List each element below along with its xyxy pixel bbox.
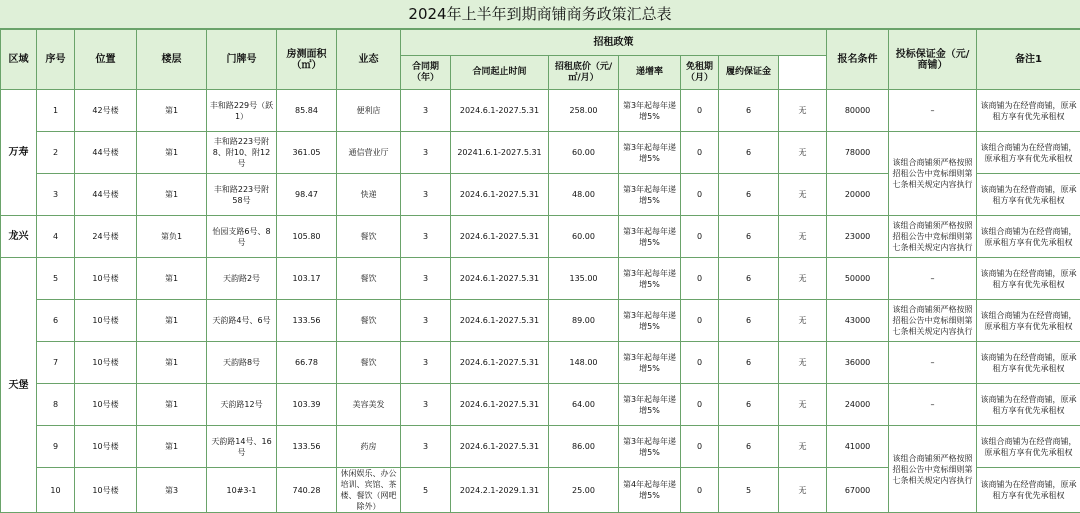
table-row: [1, 342, 1080, 384]
header-address: 门牌号: [207, 30, 277, 90]
increase-cell: 第4年起每年递增5%: [619, 468, 681, 513]
header-price: 招租底价（元/㎡/月）: [549, 56, 619, 90]
address-cell: 天韵路12号: [207, 384, 277, 426]
size-cell: 103.17: [277, 258, 337, 300]
header-size: 房测面积（㎡）: [277, 30, 337, 90]
header-remark1: 备注1: [977, 30, 1080, 90]
increase-cell: 第3年起每年递增5%: [619, 384, 681, 426]
increase-cell: 第3年起每年递增5%: [619, 90, 681, 132]
table-row: [1, 300, 1080, 342]
floor-cell: 第1: [137, 384, 207, 426]
size-cell: 66.78: [277, 342, 337, 384]
location-cell: 10号楼: [75, 342, 137, 384]
floor-cell: 第1: [137, 426, 207, 468]
floor-cell: 第1: [137, 132, 207, 174]
bid-cell: 67000: [827, 468, 889, 513]
price-cell: 89.00: [549, 300, 619, 342]
increase-cell: 第3年起每年递增5%: [619, 216, 681, 258]
period-cell: 2024.6.1-2027.5.31: [451, 384, 549, 426]
business-cell: 便利店: [337, 90, 401, 132]
policy-table: [0, 29, 1080, 513]
term-cell: 3: [401, 216, 451, 258]
bid-cell: 78000: [827, 132, 889, 174]
deposit-cell: 6: [719, 174, 779, 216]
free-cell: 0: [681, 132, 719, 174]
size-cell: 740.28: [277, 468, 337, 513]
size-cell: 98.47: [277, 174, 337, 216]
header-area: 区域: [1, 30, 37, 90]
location-cell: 10号楼: [75, 300, 137, 342]
location-cell: 10号楼: [75, 384, 137, 426]
price-cell: 48.00: [549, 174, 619, 216]
location-cell: 42号楼: [75, 90, 137, 132]
remark2-cell: 该组合商铺为在经营商铺，原承租方享有优先承租权: [977, 132, 1080, 174]
deposit-cell: 6: [719, 342, 779, 384]
floor-cell: 第1: [137, 174, 207, 216]
size-cell: 85.84: [277, 90, 337, 132]
signup-cell: 无: [779, 216, 827, 258]
seq-cell: 4: [37, 216, 75, 258]
address-cell: 丰和路223号附8、附10、附12号: [207, 132, 277, 174]
bid-cell: 50000: [827, 258, 889, 300]
table-row: [1, 384, 1080, 426]
seq-cell: 3: [37, 174, 75, 216]
business-cell: 通信营业厅: [337, 132, 401, 174]
remark2-cell: 该组合商铺为在经营商铺，原承租方享有优先承租权: [977, 216, 1080, 258]
period-cell: 2024.2.1-2029.1.31: [451, 468, 549, 513]
deposit-cell: 6: [719, 132, 779, 174]
floor-cell: 第1: [137, 258, 207, 300]
free-cell: 0: [681, 258, 719, 300]
location-cell: 10号楼: [75, 258, 137, 300]
free-cell: 0: [681, 90, 719, 132]
business-cell: 休闲娱乐、办公培训、宾馆、茶楼、餐饮（网吧除外）: [337, 468, 401, 513]
table-row: [1, 132, 1080, 174]
deposit-cell: 5: [719, 468, 779, 513]
remark2-cell: 该组合商铺为在经营商铺，原承租方享有优先承租权: [977, 426, 1080, 468]
table-row: [1, 90, 1080, 132]
increase-cell: 第3年起每年递增5%: [619, 132, 681, 174]
size-cell: 105.80: [277, 216, 337, 258]
address-cell: 天韵路14号、16号: [207, 426, 277, 468]
seq-cell: 7: [37, 342, 75, 384]
business-cell: 药房: [337, 426, 401, 468]
business-cell: 餐饮: [337, 342, 401, 384]
increase-cell: 第3年起每年递增5%: [619, 300, 681, 342]
remark1-cell: 该组合商铺须严格按照招租公告中竞标细则第七条相关规定内容执行: [889, 426, 977, 513]
signup-cell: 无: [779, 258, 827, 300]
table-row: [1, 216, 1080, 258]
size-cell: 361.05: [277, 132, 337, 174]
signup-cell: 无: [779, 132, 827, 174]
term-cell: 3: [401, 90, 451, 132]
address-cell: 天韵路8号: [207, 342, 277, 384]
location-cell: 44号楼: [75, 132, 137, 174]
address-cell: 丰和路229号（跃1）: [207, 90, 277, 132]
seq-cell: 5: [37, 258, 75, 300]
remark1-cell: –: [889, 342, 977, 384]
floor-cell: 第3: [137, 468, 207, 513]
deposit-cell: 6: [719, 258, 779, 300]
header-increase: 递增率: [619, 56, 681, 90]
header-term: 合同期（年）: [401, 56, 451, 90]
seq-cell: 6: [37, 300, 75, 342]
price-cell: 60.00: [549, 132, 619, 174]
remark1-cell: 该组合商铺须严格按照招租公告中竞标细则第七条相关规定内容执行: [889, 300, 977, 342]
location-cell: 10号楼: [75, 426, 137, 468]
price-cell: 258.00: [549, 90, 619, 132]
period-cell: 2024.6.1-2027.5.31: [451, 216, 549, 258]
increase-cell: 第3年起每年递增5%: [619, 342, 681, 384]
signup-cell: 无: [779, 342, 827, 384]
address-cell: 天韵路4号、6号: [207, 300, 277, 342]
deposit-cell: 6: [719, 300, 779, 342]
free-cell: 0: [681, 174, 719, 216]
area-cell: 万寿: [1, 90, 37, 216]
signup-cell: 无: [779, 384, 827, 426]
address-cell: 怡园支路6号、8号: [207, 216, 277, 258]
bid-cell: 24000: [827, 384, 889, 426]
increase-cell: 第3年起每年递增5%: [619, 426, 681, 468]
period-cell: 2024.6.1-2027.5.31: [451, 258, 549, 300]
price-cell: 86.00: [549, 426, 619, 468]
header-seq: 序号: [37, 30, 75, 90]
address-cell: 10#3-1: [207, 468, 277, 513]
term-cell: 3: [401, 384, 451, 426]
area-cell: 龙兴: [1, 216, 37, 258]
price-cell: 64.00: [549, 384, 619, 426]
increase-cell: 第3年起每年递增5%: [619, 174, 681, 216]
bid-cell: 43000: [827, 300, 889, 342]
seq-cell: 2: [37, 132, 75, 174]
free-cell: 0: [681, 300, 719, 342]
signup-cell: 无: [779, 468, 827, 513]
bid-cell: 23000: [827, 216, 889, 258]
header-free: 免租期（月）: [681, 56, 719, 90]
table-row: [1, 258, 1080, 300]
remark2-cell: 该商铺为在经营商铺，原承租方享有优先承租权: [977, 90, 1080, 132]
free-cell: 0: [681, 468, 719, 513]
business-cell: 餐饮: [337, 300, 401, 342]
remark1-cell: –: [889, 384, 977, 426]
remark1-cell: –: [889, 90, 977, 132]
term-cell: 3: [401, 342, 451, 384]
free-cell: 0: [681, 342, 719, 384]
free-cell: 0: [681, 426, 719, 468]
signup-cell: 无: [779, 300, 827, 342]
header-policy: 招租政策: [401, 30, 827, 56]
remark2-cell: 该商铺为在经营商铺，原承租方享有优先承租权: [977, 384, 1080, 426]
term-cell: 3: [401, 132, 451, 174]
term-cell: 3: [401, 300, 451, 342]
seq-cell: 8: [37, 384, 75, 426]
floor-cell: 第1: [137, 90, 207, 132]
size-cell: 133.56: [277, 426, 337, 468]
bid-cell: 20000: [827, 174, 889, 216]
business-cell: 餐饮: [337, 258, 401, 300]
size-cell: 133.56: [277, 300, 337, 342]
header-floor: 楼层: [137, 30, 207, 90]
remark1-cell: 该组合商铺须严格按照招租公告中竞标细则第七条相关规定内容执行: [889, 132, 977, 216]
period-cell: 2024.6.1-2027.5.31: [451, 342, 549, 384]
business-cell: 美容美发: [337, 384, 401, 426]
remark2-cell: 该组合商铺为在经营商铺，原承租方享有优先承租权: [977, 300, 1080, 342]
signup-cell: 无: [779, 174, 827, 216]
free-cell: 0: [681, 384, 719, 426]
table-row: [1, 426, 1080, 468]
period-cell: 2024.6.1-2027.5.31: [451, 426, 549, 468]
location-cell: 10号楼: [75, 468, 137, 513]
floor-cell: 第1: [137, 342, 207, 384]
floor-cell: 第1: [137, 300, 207, 342]
location-cell: 44号楼: [75, 174, 137, 216]
remark2-cell: 该商铺为在经营商铺，原承租方享有优先承租权: [977, 258, 1080, 300]
address-cell: 丰和路223号附58号: [207, 174, 277, 216]
size-cell: 103.39: [277, 384, 337, 426]
address-cell: 天韵路2号: [207, 258, 277, 300]
seq-cell: 9: [37, 426, 75, 468]
bid-cell: 80000: [827, 90, 889, 132]
signup-cell: 无: [779, 90, 827, 132]
header-business: 业态: [337, 30, 401, 90]
price-cell: 25.00: [549, 468, 619, 513]
header-location: 位置: [75, 30, 137, 90]
bid-cell: 36000: [827, 342, 889, 384]
free-cell: 0: [681, 216, 719, 258]
period-cell: 2024.6.1-2027.5.31: [451, 90, 549, 132]
remark1-cell: –: [889, 258, 977, 300]
location-cell: 24号楼: [75, 216, 137, 258]
term-cell: 3: [401, 258, 451, 300]
term-cell: 3: [401, 174, 451, 216]
header-deposit: 履约保证金: [719, 56, 779, 90]
business-cell: 餐饮: [337, 216, 401, 258]
business-cell: 快递: [337, 174, 401, 216]
increase-cell: 第3年起每年递增5%: [619, 258, 681, 300]
term-cell: 5: [401, 468, 451, 513]
price-cell: 60.00: [549, 216, 619, 258]
remark2-cell: 该商铺为在经营商铺，原承租方享有优先承租权: [977, 342, 1080, 384]
floor-cell: 第负1: [137, 216, 207, 258]
remark2-cell: 该商铺为在经营商铺，原承租方享有优先承租权: [977, 468, 1080, 513]
header-signup: 报名条件: [827, 30, 889, 90]
period-cell: 20241.6.1-2027.5.31: [451, 132, 549, 174]
price-cell: 148.00: [549, 342, 619, 384]
period-cell: 2024.6.1-2027.5.31: [451, 300, 549, 342]
seq-cell: 10: [37, 468, 75, 513]
area-cell: 天堡: [1, 258, 37, 513]
bid-cell: 41000: [827, 426, 889, 468]
remark1-cell: 该组合商铺须严格按照招租公告中竞标细则第七条相关规定内容执行: [889, 216, 977, 258]
period-cell: 2024.6.1-2027.5.31: [451, 174, 549, 216]
deposit-cell: 6: [719, 216, 779, 258]
deposit-cell: 6: [719, 384, 779, 426]
page-title: 2024年上半年到期商铺商务政策汇总表: [0, 0, 1080, 29]
header-bid-deposit: 投标保证金（元/商铺）: [889, 30, 977, 90]
term-cell: 3: [401, 426, 451, 468]
price-cell: 135.00: [549, 258, 619, 300]
seq-cell: 1: [37, 90, 75, 132]
deposit-cell: 6: [719, 90, 779, 132]
deposit-cell: 6: [719, 426, 779, 468]
signup-cell: 无: [779, 426, 827, 468]
remark2-cell: 该商铺为在经营商铺，原承租方享有优先承租权: [977, 174, 1080, 216]
header-period: 合同起止时间: [451, 56, 549, 90]
